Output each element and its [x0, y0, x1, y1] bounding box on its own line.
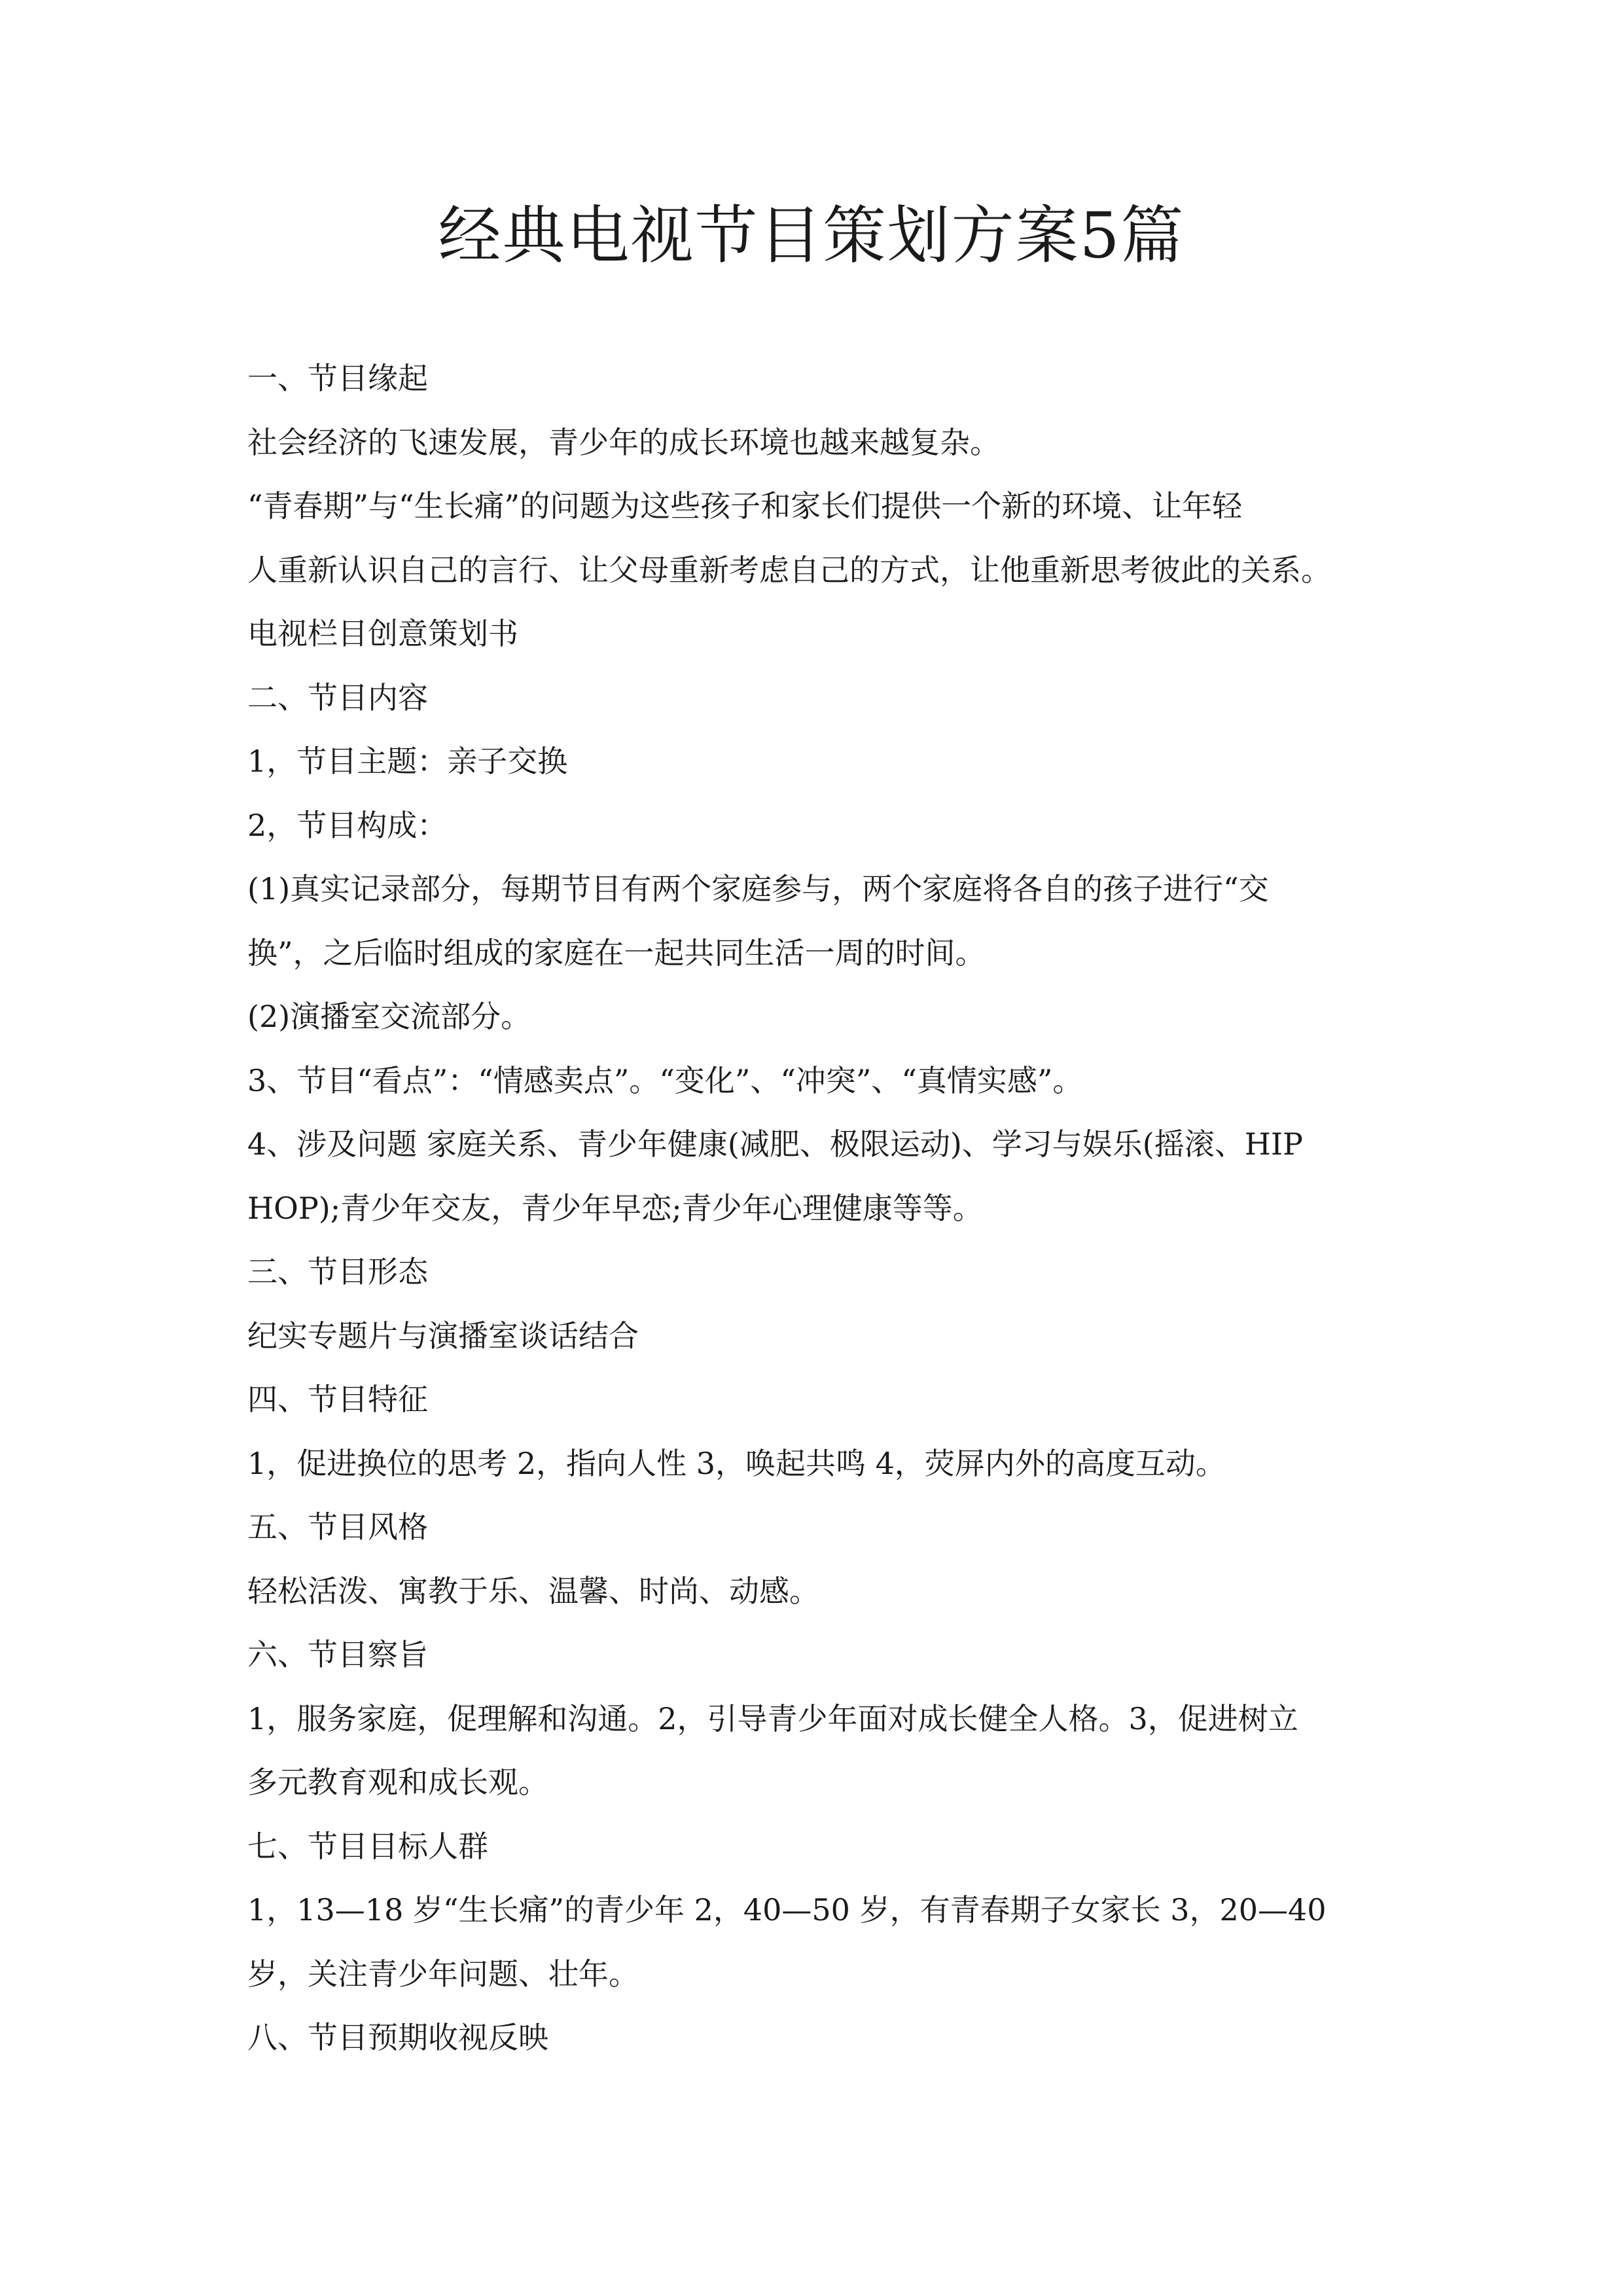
paragraph-line: 3、节目“看点”：“情感卖点”。“变化”、“冲突”、“真情实感”。	[247, 1062, 1083, 1098]
paragraph-line: 轻松活泼、寓教于乐、温馨、时尚、动感。	[247, 1573, 819, 1609]
paragraph-line: HOP);青少年交友，青少年早恋;青少年心理健康等等。	[247, 1190, 983, 1226]
paragraph-line: 2，节目构成：	[247, 807, 448, 843]
section-heading-audience: 七、节目目标人群	[247, 1828, 488, 1864]
paragraph-line: 1，13—18 岁“生长痛”的青少年 2，40—50 岁，有青春期子女家长 3，20—40	[247, 1892, 1327, 1928]
paragraph-line: 纪实专题片与演播室谈话结合	[247, 1318, 639, 1354]
paragraph-line: (1)真实记录部分，每期节目有两个家庭参与，两个家庭将各自的孩子进行“交	[247, 871, 1269, 906]
paragraph-line: “青春期”与“生长痛”的问题为这些孩子和家长们提供一个新的环境、让年轻	[247, 488, 1243, 524]
paragraph-line: 4、涉及问题 家庭关系、青少年健康(减肥、极限运动)、学习与娱乐(摇滚、HIP	[247, 1126, 1303, 1162]
section-heading-form: 三、节目形态	[247, 1254, 428, 1289]
paragraph-line: 1，促进换位的思考 2，指向人性 3，唤起共鸣 4，荧屏内外的高度互动。	[247, 1445, 1226, 1481]
document-title: 经典电视节目策划方案5篇	[438, 199, 1185, 272]
section-heading-content: 二、节目内容	[247, 679, 428, 715]
section-heading-features: 四、节目特征	[247, 1382, 428, 1417]
section-heading-style: 五、节目风格	[247, 1509, 428, 1545]
paragraph-line: 1，节目主题：亲子交换	[247, 744, 568, 779]
paragraph-line: 社会经济的飞速发展，青少年的成长环境也越来越复杂。	[247, 424, 1000, 460]
section-heading-purpose: 六、节目察旨	[247, 1637, 428, 1672]
paragraph-line: 1，服务家庭，促理解和沟通。2，引导青少年面对成长健全人格。3，促进树立	[247, 1700, 1298, 1736]
paragraph-line: 岁，关注青少年问题、壮年。	[247, 1956, 639, 1992]
section-heading-expected-ratings: 八、节目预期收视反映	[247, 2020, 548, 2055]
paragraph-line: 换”，之后临时组成的家庭在一起共同生活一周的时间。	[247, 935, 986, 971]
section-heading-origin: 一、节目缘起	[247, 361, 428, 396]
paragraph-line: 多元教育观和成长观。	[247, 1765, 548, 1800]
document-body	[247, 347, 1380, 2070]
paragraph-line: 电视栏目创意策划书	[247, 616, 518, 651]
paragraph-line: 人重新认识自己的言行、让父母重新考虑自己的方式，让他重新思考彼此的关系。	[247, 552, 1331, 588]
paragraph-line: (2)演播室交流部分。	[247, 999, 531, 1034]
